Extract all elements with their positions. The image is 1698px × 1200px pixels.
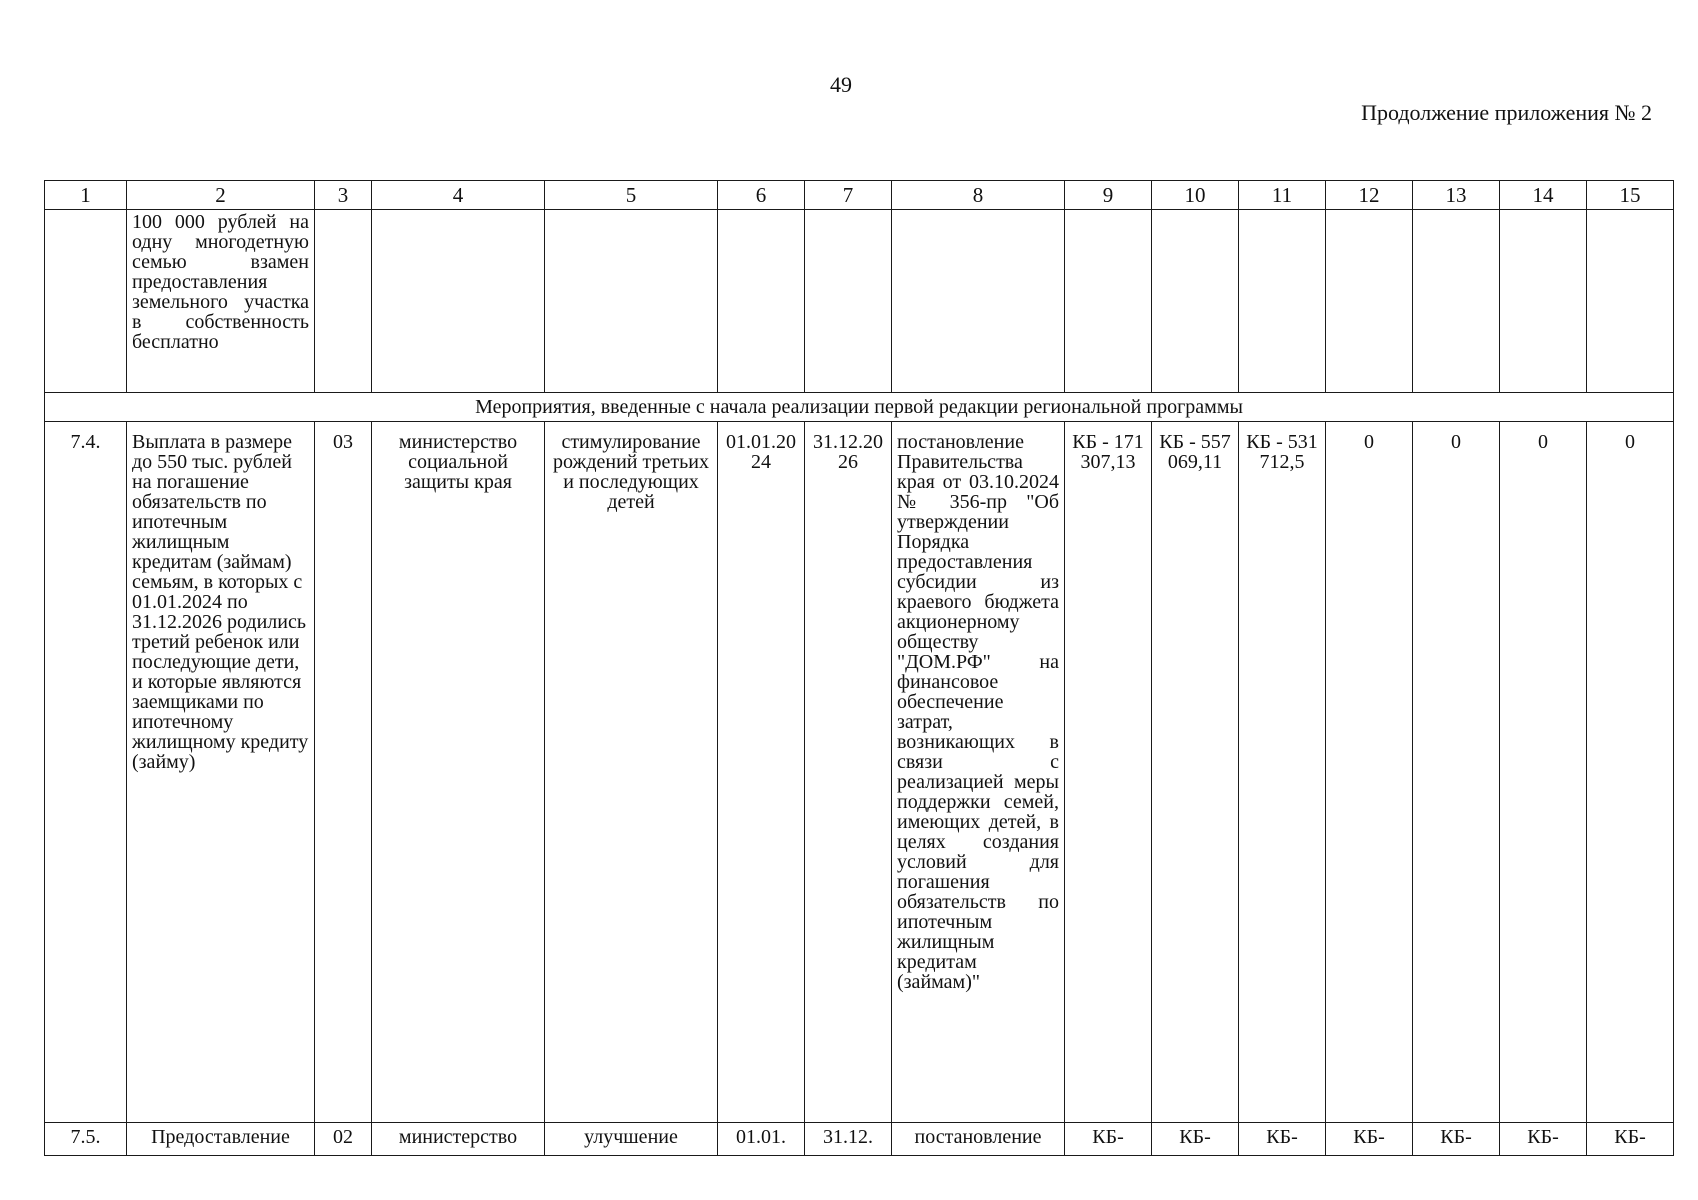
section-row	[45, 393, 1674, 422]
table-cell	[545, 210, 718, 393]
column-number: 9	[1065, 181, 1152, 210]
column-number: 13	[1413, 181, 1500, 210]
column-number: 11	[1239, 181, 1326, 210]
goal-cell: улучшение	[545, 1123, 718, 1156]
legal-act-cell: постановление Правительства края от 03.10.2024 № 356-пр "Об утверждении Порядка предоставления субсидии из краевого бюджета акционерному обществу "ДОМ.РФ" на финансовое обеспечение затрат, возникающих в связи с реализацией меры поддержки семей, имеющих детей, в целях создания условий для погашения обязательств по ипотечным жилищным кредитам (займам)"	[892, 422, 1065, 1123]
code-cell: 03	[315, 422, 372, 1123]
column-number: 8	[892, 181, 1065, 210]
column-number: 7	[805, 181, 892, 210]
table-cell	[1587, 210, 1674, 393]
column-number: 14	[1500, 181, 1587, 210]
funding-cell: 0	[1326, 422, 1413, 1123]
table-cell	[45, 210, 127, 393]
section-title: Мероприятия, введенные с начала реализации первой редакции региональной программы	[45, 393, 1674, 422]
funding-cell: КБ-	[1239, 1123, 1326, 1156]
funding-cell: КБ-	[1587, 1123, 1674, 1156]
table-row	[45, 210, 1674, 393]
funding-cell: КБ-	[1326, 1123, 1413, 1156]
table-cell	[315, 210, 372, 393]
column-number: 5	[545, 181, 718, 210]
column-number: 12	[1326, 181, 1413, 210]
executor-cell: министерство социальной защиты края	[372, 422, 545, 1123]
program-measures-table	[44, 180, 1674, 1156]
start-date-cell: 01.01.	[718, 1123, 805, 1156]
table-cell	[1152, 210, 1239, 393]
funding-cell: КБ-	[1500, 1123, 1587, 1156]
code-cell: 02	[315, 1123, 372, 1156]
column-number: 10	[1152, 181, 1239, 210]
funding-cell: КБ-	[1413, 1123, 1500, 1156]
goal-cell: стимулирование рождений третьих и последующих детей	[545, 422, 718, 1123]
table-cell	[1413, 210, 1500, 393]
measure-description-cell: Предоставление	[127, 1123, 315, 1156]
table-cell	[892, 210, 1065, 393]
table-cell	[1326, 210, 1413, 393]
table-row	[45, 422, 1674, 1123]
column-number: 6	[718, 181, 805, 210]
column-number: 3	[315, 181, 372, 210]
table-cell	[1239, 210, 1326, 393]
funding-cell: КБ - 171 307,13	[1065, 422, 1152, 1123]
row-number: 7.4.	[45, 422, 127, 1123]
funding-cell: 0	[1587, 422, 1674, 1123]
end-date-cell: 31.12.2026	[805, 422, 892, 1123]
page-number: 49	[830, 72, 852, 97]
table-cell	[805, 210, 892, 393]
column-number: 4	[372, 181, 545, 210]
funding-cell: 0	[1413, 422, 1500, 1123]
funding-cell: КБ - 557 069,11	[1152, 422, 1239, 1123]
appendix-continuation-note: Продолжение приложения № 2	[1361, 100, 1652, 125]
column-number: 15	[1587, 181, 1674, 210]
table-cell	[718, 210, 805, 393]
legal-act-cell: постановление	[892, 1123, 1065, 1156]
table-cell	[1500, 210, 1587, 393]
column-number: 1	[45, 181, 127, 210]
table-row	[45, 1123, 1674, 1156]
funding-cell: 0	[1500, 422, 1587, 1123]
funding-cell: КБ - 531 712,5	[1239, 422, 1326, 1123]
measure-description-cell: 100 000 рублей на одну многодетную семью взамен предоставления земельного участка в собственность бесплатно	[127, 210, 315, 393]
table-cell	[1065, 210, 1152, 393]
table-cell	[372, 210, 545, 393]
column-number-row	[45, 181, 1674, 210]
column-number: 2	[127, 181, 315, 210]
funding-cell: КБ-	[1152, 1123, 1239, 1156]
end-date-cell: 31.12.	[805, 1123, 892, 1156]
executor-cell: министерство	[372, 1123, 545, 1156]
start-date-cell: 01.01.2024	[718, 422, 805, 1123]
measure-description-cell: Выплата в размере до 550 тыс. рублей на погашение обязательств по ипотечным жилищным кредитам (займам) семьям, в которых с 01.01.2024 по 31.12.2026 родились третий ребенок или последующие дети, и которые являются заемщиками по ипотечному жилищному кредиту (займу)	[127, 422, 315, 1123]
funding-cell: КБ-	[1065, 1123, 1152, 1156]
row-number: 7.5.	[45, 1123, 127, 1156]
